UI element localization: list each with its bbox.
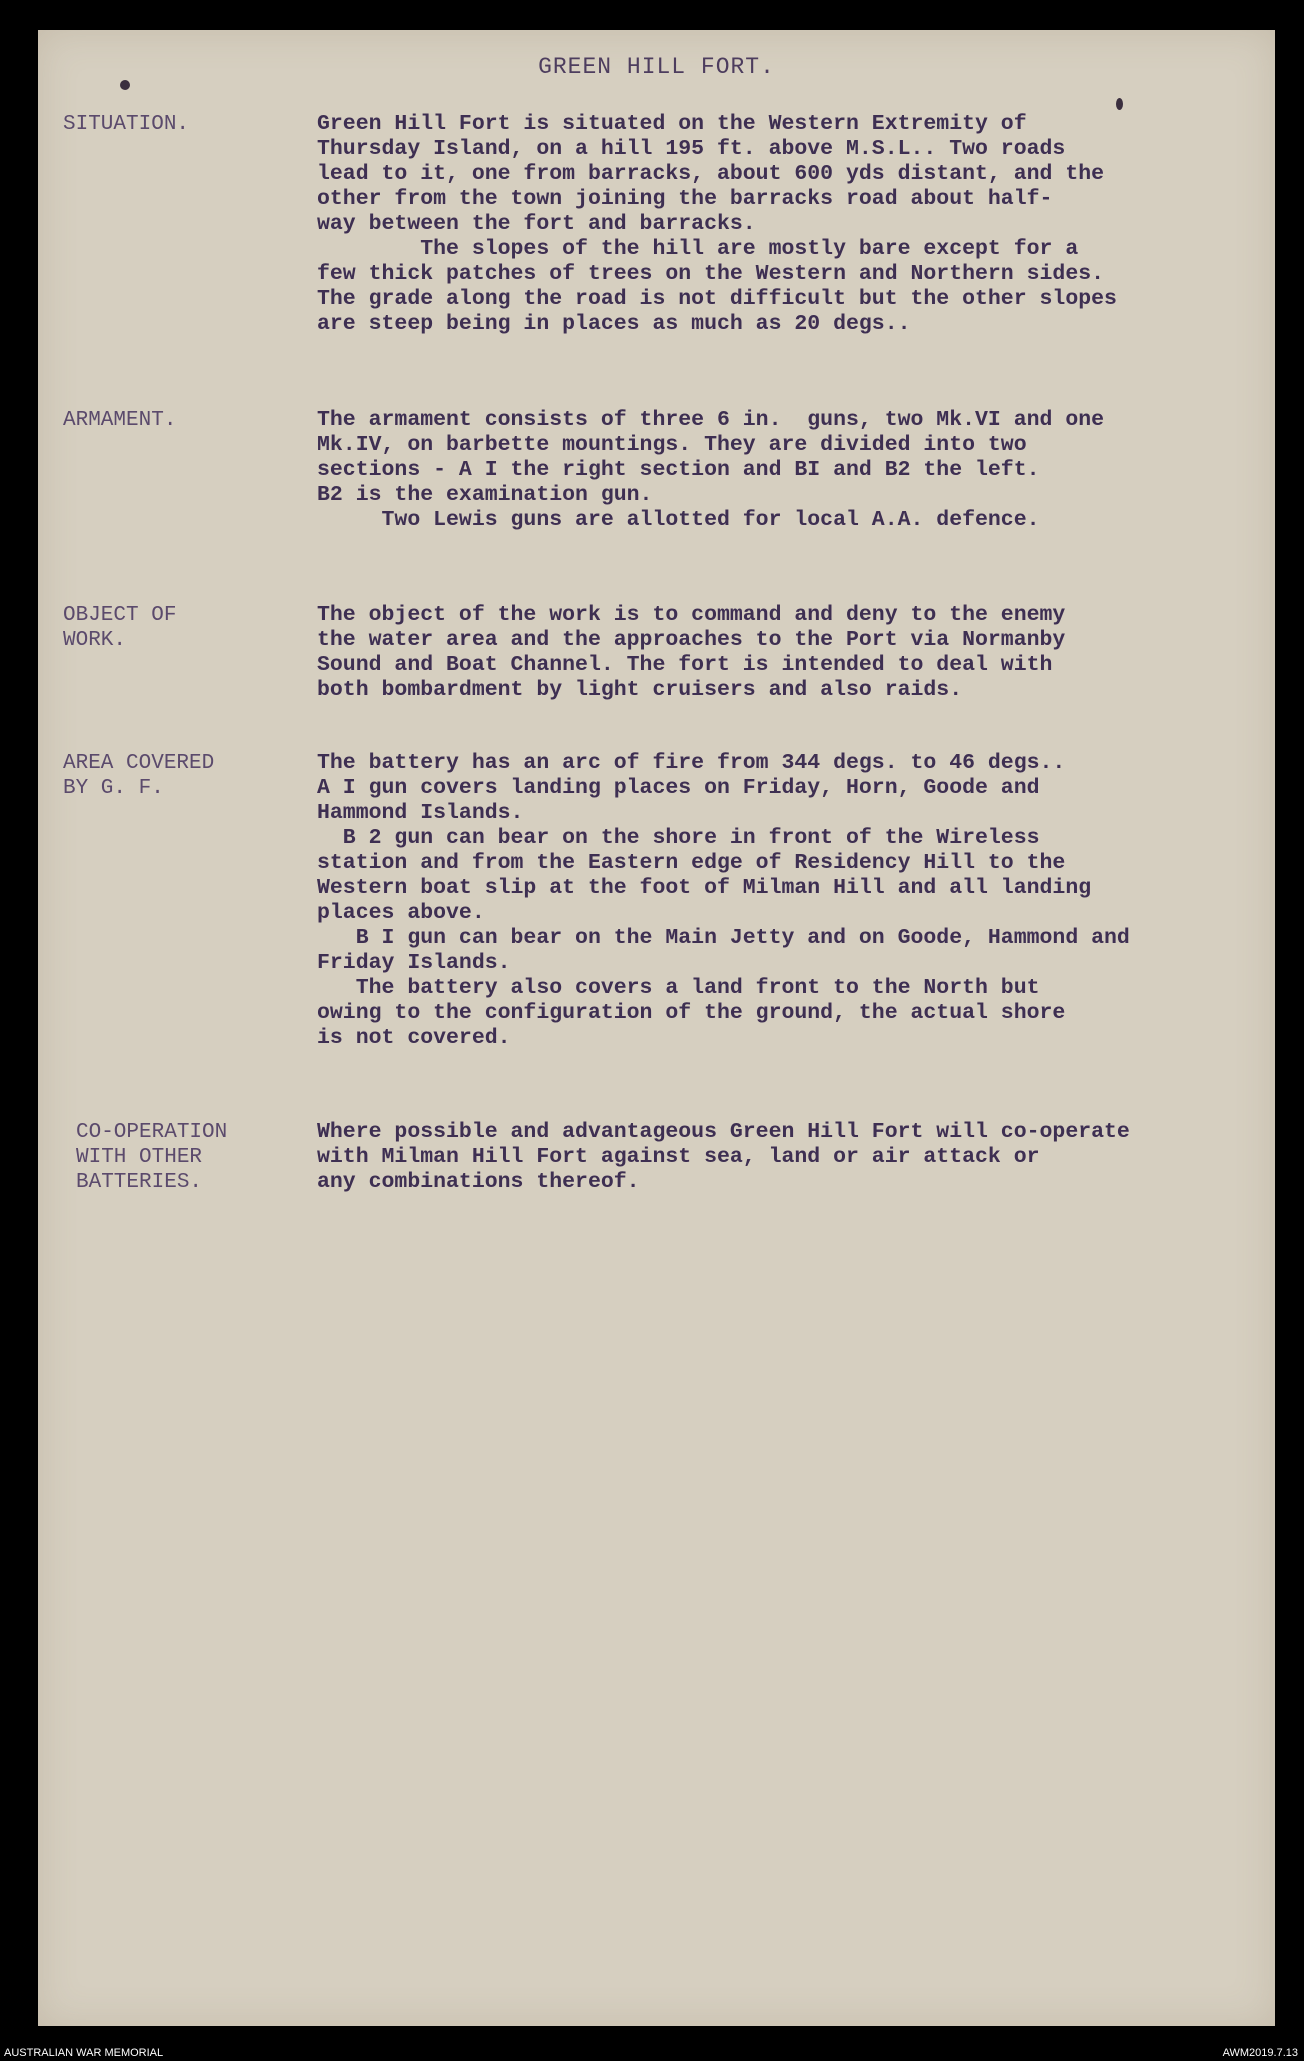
text-line: Two Lewis guns are allotted for local A.A. defence. [317, 508, 1040, 532]
text-line: Western boat slip at the foot of Milman Hill and all landing [317, 876, 1092, 900]
text-line: Mk.IV, on barbette mountings. They are divided into two [317, 433, 1027, 457]
text-line: both bombardment by light cruisers and also raids. [317, 678, 963, 702]
text-line: owing to the configuration of the ground, the actual shore [317, 1001, 1066, 1025]
text-line: A I gun covers landing places on Friday, Horn, Goode and [317, 776, 1040, 800]
section-label: CO-OPERATION WITH OTHER BATTERIES. [76, 1121, 228, 1194]
text-line: places above. [317, 901, 485, 925]
text-line: station and from the Eastern edge of Residency Hill to the [317, 851, 1066, 875]
section-body [317, 112, 1277, 337]
text-line: The armament consists of three 6 in. guns, two Mk.VI and one [317, 408, 1105, 432]
text-line: B I gun can bear on the Main Jetty and on Goode, Hammond and [317, 926, 1130, 950]
section-body [317, 1120, 1277, 1195]
text-line: any combinations thereof. [317, 1170, 640, 1194]
archive-credit: AUSTRALIAN WAR MEMORIAL [4, 2047, 164, 2059]
section-label: SITUATION. [63, 113, 190, 136]
text-line: lead to it, one from barracks, about 600 yds distant, and the [317, 162, 1105, 186]
text-line: B2 is the examination gun. [317, 483, 653, 507]
text-line: way between the fort and barracks. [317, 212, 756, 236]
archive-reference: AWM2019.7.13 [1222, 2047, 1298, 2059]
text-line: The battery also covers a land front to the North but [317, 976, 1040, 1000]
ink-mark [120, 80, 130, 90]
section-label: AREA COVERED BY G. F. [63, 752, 215, 800]
text-line: The battery has an arc of fire from 344 degs. to 46 degs.. [317, 751, 1066, 775]
section-label: ARMAMENT. [63, 409, 177, 432]
ink-mark [1116, 98, 1123, 110]
text-line: The slopes of the hill are mostly bare except for a [317, 237, 1079, 261]
section-body [317, 603, 1277, 703]
text-line: Hammond Islands. [317, 801, 524, 825]
text-line: The grade along the road is not difficult but the other slopes [317, 287, 1117, 311]
text-line: with Milman Hill Fort against sea, land or air attack or [317, 1145, 1040, 1169]
document-page [38, 30, 1275, 2026]
text-line: Green Hill Fort is situated on the Western Extremity of [317, 112, 1027, 136]
text-line: Thursday Island, on a hill 195 ft. above M.S.L.. Two roads [317, 137, 1066, 161]
section-label: OBJECT OF WORK. [63, 604, 177, 652]
text-line: B 2 gun can bear on the shore in front of the Wireless [317, 826, 1040, 850]
text-line: The object of the work is to command and deny to the enemy [317, 603, 1066, 627]
section-body [317, 408, 1277, 533]
text-line: Sound and Boat Channel. The fort is intended to deal with [317, 653, 1053, 677]
text-line: other from the town joining the barracks road about half- [317, 187, 1053, 211]
text-line: Where possible and advantageous Green Hill Fort will co-operate [317, 1120, 1130, 1144]
text-line: sections - A I the right section and BI and B2 the left. [317, 458, 1040, 482]
text-line: the water area and the approaches to the Port via Normanby [317, 628, 1066, 652]
text-line: are steep being in places as much as 20 degs.. [317, 312, 911, 336]
text-line: few thick patches of trees on the Western and Northern sides. [317, 262, 1105, 286]
text-line: is not covered. [317, 1026, 511, 1050]
section-body [317, 751, 1277, 1051]
text-line: Friday Islands. [317, 951, 511, 975]
page-title: GREEN HILL FORT. [538, 54, 775, 80]
